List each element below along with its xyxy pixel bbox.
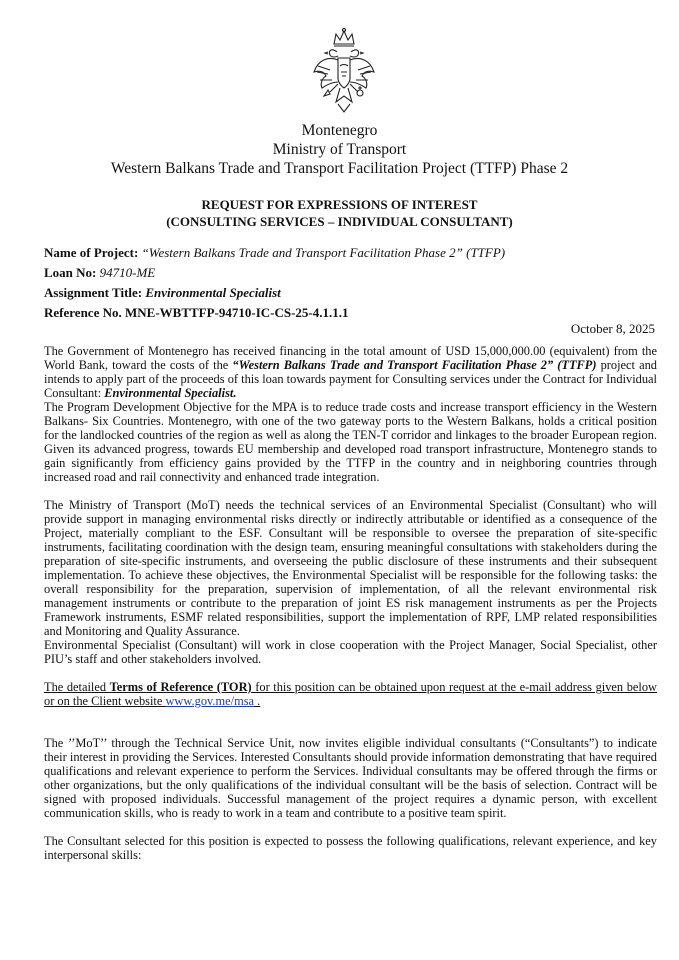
title-line-2: (CONSULTING SERVICES – INDIVIDUAL CONSULTANT) <box>166 214 513 229</box>
reference-label: Reference No. <box>44 305 122 320</box>
document-date: October 8, 2025 <box>570 321 655 336</box>
tor-label: Terms of Reference (TOR) <box>109 680 252 694</box>
loan-row <box>44 263 505 283</box>
paragraph-cooperation: Environmental Specialist (Consultant) will work in close cooperation with the Project Manager, Social Specialist, other PIU’s staff and other stakeholders involved. <box>44 638 657 666</box>
project-name-row <box>44 243 505 263</box>
loan-value: 94710-ME <box>99 265 156 280</box>
paragraph-scope: The Ministry of Transport (MoT) needs the technical services of an Environmental Specialist (Consultant) who will provide support in managing environmental risks directly or indirectly attributable or identified as a consequence of the Project, materially compliant to the ESF. Consultant will be responsible to oversee the preparation of site-specific instruments, facilitating coordination with the design team, ensuring meaningful consultations with stakeholders during the preparation of site-specific instruments, and overseeing the public disclosure of these instruments and their subsequent implementation. To achieve these objectives, the Environmental Specialist will be responsible for the following tasks: the overall responsibility for the preparation, supervision of implementation, of all the relevant environmental risk management instruments or contribute to the preparation of joint ES risk management instruments as per the Projects Framework instruments, ESMF related responsibilities, support the implementation of RPF, LMP related responsibilities and Monitoring and Quality Assurance. <box>44 498 657 638</box>
country-name: Montenegro <box>301 122 378 139</box>
project-details <box>44 243 505 323</box>
paragraph-objective: The Program Development Objective for the MPA is to reduce trade costs and increase transport efficiency in the Western Balkans- Six Countries. Montenegro, with one of the two gateway ports to the Western Balkans, holds a critical position for the landlocked countries of the region as well as along the TEN-T corridor and linkages to the broader European region. Given its advanced progress, towards EU membership and developed road transport infrastructure, Montenegro stands to gain significantly from efficiency gains provided by the TTFP in the country and in neighboring countries through increased road and rail connectivity and enhanced trade integration. <box>44 400 657 484</box>
reference-row <box>44 303 505 323</box>
assignment-label: Assignment Title: <box>44 285 143 300</box>
reference-value: MNE-WBTTFP-94710-IC-CS-25-4.1.1.1 <box>124 305 349 320</box>
document-body <box>44 344 657 862</box>
assignment-row <box>44 283 505 303</box>
loan-label: Loan No: <box>44 265 97 280</box>
paragraph-financing: The Government of Montenegro has received financing in the total amount of USD 15,000,000.00 (equivalent) from the World Bank, toward the costs of the “Western Balkans Trade and Transport Facilitation Phase 2” (TTFP) project and intends to apply part of the proceeds of this loan towards payment for Consulting services under the Contract for Individual Consultant: Environmental Specialist. <box>44 344 657 400</box>
ministry-name: Ministry of Transport <box>272 141 407 158</box>
project-value: “Western Balkans Trade and Transport Facilitation Phase 2” (TTFP) <box>141 245 506 260</box>
title-line-1: REQUEST FOR EXPRESSIONS OF INTEREST <box>201 197 478 212</box>
client-website-link[interactable]: www.gov.me/msa <box>165 694 255 708</box>
project-label: Name of Project: <box>44 245 139 260</box>
project-name: Western Balkans Trade and Transport Facilitation Project (TTFP) Phase 2 <box>110 160 569 177</box>
montenegro-coat-of-arms-icon <box>308 26 380 122</box>
paragraph-invitation: The ’’MoT’’ through the Technical Service Unit, now invites eligible individual consultants (“Consultants”) to indicate their interest in providing the Services. Interested Consultants should provide information demonstrating that have required qualifications and relevant experience to perform the Services. Individual consultants may be offered through the firms or other organizations, but the only qualifications of the individual consultant will be the basis of selection. Contract will be signed with proposed individuals. Successful management of the project requires a dynamic person, with excellent communication skills, who is ready to work in a team and contribute to a positive team spirit. <box>44 736 657 820</box>
letterhead <box>0 121 679 178</box>
consultant-title-emphasis: Environmental Specialist. <box>104 386 237 400</box>
assignment-value: Environmental Specialist <box>145 285 281 300</box>
paragraph-qualifications: The Consultant selected for this position is expected to possess the following qualifications, relevant experience, and key interpersonal skills: <box>44 834 657 862</box>
project-title-emphasis: “Western Balkans Trade and Transport Facilitation Phase 2” (TTFP) <box>232 358 597 372</box>
paragraph-tor: The detailed Terms of Reference (TOR) for this position can be obtained upon request at the e-mail address given below or on the Client website www.gov.me/msa . <box>44 680 657 708</box>
document-title <box>0 196 679 230</box>
